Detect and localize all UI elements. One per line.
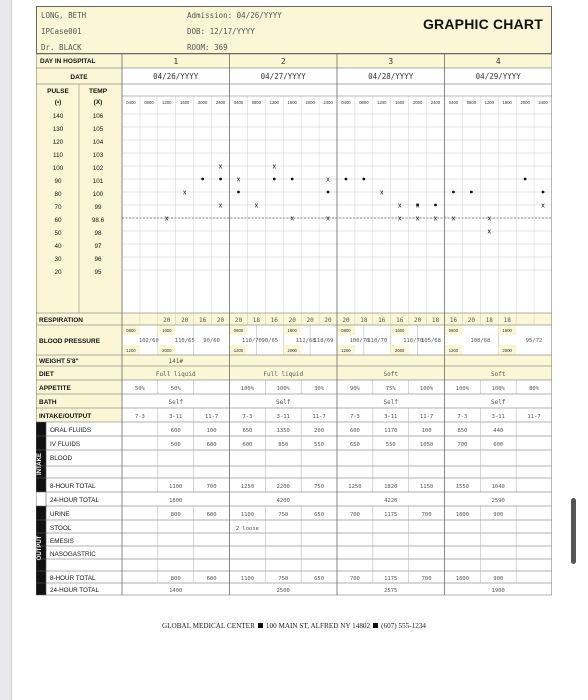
appetite-value: 75% bbox=[385, 386, 396, 392]
intake-value: 1170 bbox=[384, 428, 398, 434]
intake-value: 850 bbox=[278, 442, 289, 448]
pulse-scale-tick: 60 bbox=[54, 217, 62, 224]
diet-value: Full liquid bbox=[155, 371, 196, 378]
intake-value: 440 bbox=[493, 428, 504, 434]
bp-time: 0800 bbox=[448, 328, 459, 333]
bp-time: 2000 bbox=[502, 348, 512, 353]
appetite-value: 100% bbox=[491, 386, 505, 392]
shift-label: 3-11 bbox=[276, 414, 290, 420]
bp-time: 1600 bbox=[395, 328, 405, 333]
separator-square-icon bbox=[373, 623, 378, 628]
date-label: DATE bbox=[70, 74, 88, 81]
output-row-label: EMESIS bbox=[50, 538, 74, 545]
intake-value: 850 bbox=[457, 428, 468, 434]
pulse-scale-tick: 40 bbox=[54, 243, 62, 250]
respiration-value: 18 bbox=[252, 317, 260, 324]
day-number: 3 bbox=[388, 57, 394, 66]
time-label: 2400 bbox=[430, 100, 441, 105]
bp-time: 1200 bbox=[233, 348, 244, 353]
respiration-value: 20 bbox=[216, 317, 225, 324]
time-label: 1200 bbox=[162, 100, 172, 105]
respiration-value: 16 bbox=[378, 317, 386, 324]
time-label: 1200 bbox=[269, 100, 279, 105]
intake-value: 1050 bbox=[419, 442, 434, 448]
respiration-value: 20 bbox=[288, 317, 296, 324]
temp-point: x bbox=[415, 202, 420, 210]
patient-header bbox=[36, 6, 552, 54]
intake-value: 550 bbox=[385, 442, 396, 448]
respiration-value: 20 bbox=[324, 317, 332, 324]
shift-label: 7-3 bbox=[242, 414, 253, 420]
output-8hr-value: 1100 bbox=[240, 576, 255, 582]
intake-24hr-value: 2590 bbox=[491, 498, 505, 504]
respiration-value: 18 bbox=[431, 317, 440, 324]
footer-org: GLOBAL MEDICAL CENTER bbox=[161, 622, 255, 630]
intake-value: 600 bbox=[206, 442, 217, 448]
bp-time: 1200 bbox=[448, 348, 459, 353]
intake-24hr-value: 4220 bbox=[384, 498, 398, 504]
intake-value: 600 bbox=[349, 428, 360, 434]
pulse-point bbox=[345, 178, 348, 181]
bp-reading: 112/68 bbox=[295, 338, 316, 344]
intake-value: 1350 bbox=[276, 428, 290, 434]
intake-value: 500 bbox=[170, 442, 181, 448]
bp-reading: 95/72 bbox=[525, 338, 543, 344]
intake-value: 650 bbox=[242, 428, 253, 434]
intake-output-label: INTAKE/OUTPUT bbox=[39, 413, 92, 420]
respiration-value: 18 bbox=[503, 317, 511, 324]
intake-value: 600 bbox=[242, 442, 253, 448]
temp-point: x bbox=[218, 202, 223, 210]
pulse-scale-tick: 80 bbox=[54, 191, 62, 198]
time-label: 2000 bbox=[412, 100, 423, 105]
time-label: 0800 bbox=[359, 100, 369, 105]
intake-row-label: ORAL FLUIDS bbox=[50, 427, 92, 434]
output-24hr-label: 24-HOUR TOTAL bbox=[50, 587, 99, 594]
shift-label: 3-11 bbox=[491, 414, 505, 420]
pulse-label: PULSE bbox=[47, 88, 69, 95]
respiration-value: 16 bbox=[396, 317, 404, 324]
bp-time: 1600 bbox=[502, 328, 512, 333]
output-24hr-value: 2575 bbox=[384, 588, 398, 594]
respiration-value: 20 bbox=[342, 317, 350, 324]
time-label: 0400 bbox=[448, 100, 459, 105]
day-number: 4 bbox=[495, 57, 501, 66]
bp-reading: 110/70 bbox=[367, 338, 388, 344]
day-in-hospital-label: DAY IN HOSPITAL bbox=[40, 58, 96, 65]
temp-label: TEMP bbox=[88, 88, 108, 95]
output-value: 800 bbox=[170, 512, 181, 518]
output-value: 1800 bbox=[455, 512, 470, 518]
output-8hr-value: 650 bbox=[314, 576, 325, 582]
bp-reading: 100/70 bbox=[349, 338, 370, 344]
pulse-point bbox=[524, 178, 527, 181]
temp-unit-label: (X) bbox=[93, 99, 103, 106]
day-row-fill bbox=[36, 54, 552, 68]
intake-8hr-value: 1150 bbox=[419, 484, 434, 490]
date-value: 04/28/YYYY bbox=[368, 72, 414, 81]
room-number: ROOM: 369 bbox=[187, 43, 228, 52]
time-label: 2000 bbox=[520, 100, 530, 105]
footer bbox=[36, 622, 552, 630]
pulse-point bbox=[542, 191, 545, 194]
time-label: 0800 bbox=[466, 100, 477, 105]
temp-scale-tick: 101 bbox=[92, 178, 104, 185]
date-value: 04/26/YYYY bbox=[153, 72, 199, 81]
output-8hr-value: 1175 bbox=[384, 576, 398, 582]
pulse-scale-tick: 110 bbox=[52, 152, 64, 159]
intake-value: 650 bbox=[349, 442, 360, 448]
output-8hr-value: 800 bbox=[170, 576, 181, 582]
output-value: 1100 bbox=[240, 512, 255, 518]
pulse-point bbox=[452, 191, 455, 194]
pulse-point bbox=[273, 178, 276, 181]
pulse-point bbox=[434, 204, 437, 207]
intake-8hr-label: 8-HOUR TOTAL bbox=[50, 483, 96, 490]
bp-reading: 105/68 bbox=[421, 338, 441, 344]
bp-time: 1200 bbox=[341, 348, 351, 353]
pulse-scale-tick: 140 bbox=[52, 113, 64, 120]
respiration-value: 16 bbox=[199, 317, 207, 324]
shift-label: 11-7 bbox=[204, 414, 219, 420]
bp-reading: 90/65 bbox=[261, 338, 279, 344]
time-label: 1600 bbox=[502, 100, 512, 105]
doctor-name: Dr. BLACK bbox=[41, 43, 82, 52]
day-number: 1 bbox=[173, 57, 179, 66]
intake-8hr-value: 2200 bbox=[276, 484, 290, 490]
temp-point: x bbox=[218, 163, 223, 171]
output-24hr-value: 2500 bbox=[276, 588, 290, 594]
shift-label: 7-3 bbox=[457, 414, 468, 420]
intake-8hr-value: 1100 bbox=[169, 484, 183, 490]
pulse-point bbox=[201, 178, 204, 181]
respiration-value: 20 bbox=[467, 317, 475, 324]
respiration-value: 18 bbox=[485, 317, 493, 324]
output-value: 2 loose bbox=[235, 526, 260, 532]
temp-scale-tick: 98 bbox=[94, 230, 102, 237]
time-label: 2000 bbox=[197, 100, 208, 105]
output-8hr-value: 750 bbox=[278, 576, 289, 582]
temp-scale-tick: 102 bbox=[92, 165, 104, 172]
respiration-value: 18 bbox=[360, 317, 368, 324]
time-label: 1200 bbox=[377, 100, 387, 105]
intake-8hr-value: 1250 bbox=[348, 484, 362, 490]
respiration-value: 20 bbox=[306, 317, 314, 324]
output-8hr-label: 8-HOUR TOTAL bbox=[50, 575, 96, 582]
vital-signs-grid bbox=[36, 54, 552, 614]
pulse-point bbox=[470, 191, 473, 194]
output-value: 1175 bbox=[384, 512, 398, 518]
temp-point: x bbox=[380, 189, 384, 197]
output-row-label: NASOGASTRIC bbox=[50, 551, 96, 558]
appetite-value: 100% bbox=[240, 386, 255, 392]
bp-reading: 110/65 bbox=[174, 338, 195, 344]
appetite-value: 90% bbox=[349, 386, 360, 392]
diet-value: Full liquid bbox=[263, 371, 304, 378]
intake-value: 600 bbox=[170, 428, 181, 434]
output-8hr-value: 700 bbox=[349, 576, 360, 582]
intake-8hr-value: 750 bbox=[314, 484, 325, 490]
appetite-value: 30% bbox=[314, 386, 325, 392]
appetite-value: 100% bbox=[455, 386, 470, 392]
respiration-value: 20 bbox=[414, 317, 422, 324]
pulse-point bbox=[219, 178, 222, 181]
intake-value: 550 bbox=[314, 442, 325, 448]
separator-square-icon bbox=[258, 623, 263, 628]
temp-point: x bbox=[236, 176, 241, 184]
date-value: 04/27/YYYY bbox=[260, 72, 306, 81]
intake-side-label: INTAKE bbox=[37, 453, 43, 475]
temp-point: x bbox=[254, 202, 259, 210]
temp-baseline-point: x bbox=[290, 215, 294, 223]
bath-label: BATH bbox=[39, 399, 57, 406]
bp-time: 2000 bbox=[287, 348, 297, 353]
temp-point: x bbox=[397, 202, 402, 210]
pulse-scale-tick: 90 bbox=[54, 178, 62, 185]
graphic-chart-sheet bbox=[36, 6, 552, 646]
pulse-scale-tick: 70 bbox=[54, 204, 62, 211]
left-page-edge bbox=[0, 0, 12, 700]
pulse-scale-tick: 120 bbox=[52, 139, 64, 146]
pulse-scale-tick: 50 bbox=[54, 230, 62, 237]
bp-time: 0800 bbox=[341, 328, 351, 333]
pulse-scale-tick: 20 bbox=[54, 269, 62, 276]
temp-scale-tick: 106 bbox=[92, 113, 104, 120]
intake-value: 100 bbox=[206, 428, 217, 434]
time-label: 1600 bbox=[180, 100, 190, 105]
intake-24hr-value: 1800 bbox=[169, 498, 183, 504]
pulse-scale-tick: 100 bbox=[52, 165, 64, 172]
chart-title: GRAPHIC CHART bbox=[422, 16, 543, 32]
time-label: 0800 bbox=[144, 100, 154, 105]
time-label: 1600 bbox=[287, 100, 297, 105]
intake-8hr-value: 1250 bbox=[240, 484, 255, 490]
respiration-value: 20 bbox=[163, 317, 171, 324]
intake-row-label: BLOOD bbox=[50, 455, 73, 462]
temp-baseline-point: x bbox=[326, 215, 330, 223]
intake-8hr-value: 1820 bbox=[384, 484, 398, 490]
temp-scale-tick: 97 bbox=[94, 243, 102, 250]
appetite-value: 100% bbox=[419, 386, 434, 392]
appetite-value: 50% bbox=[170, 386, 181, 392]
bath-value: Self bbox=[168, 399, 183, 406]
shift-label: 7-3 bbox=[349, 414, 360, 420]
pulse-scale-tick: 30 bbox=[54, 256, 62, 263]
output-24hr-value: 1900 bbox=[491, 588, 505, 594]
admission-date: Admission: 04/26/YYYY bbox=[187, 11, 282, 20]
temp-scale-tick: 100 bbox=[92, 191, 104, 198]
temp-scale-tick: 104 bbox=[92, 139, 104, 146]
temp-baseline-point: x bbox=[415, 215, 420, 223]
respiration-value: 20 bbox=[234, 317, 243, 324]
temp-baseline-point: x bbox=[487, 215, 492, 223]
output-value: 700 bbox=[349, 512, 360, 518]
output-value: 650 bbox=[314, 512, 325, 518]
bp-time: 1600 bbox=[162, 328, 172, 333]
intake-8hr-value: 1040 bbox=[491, 484, 505, 490]
temp-baseline-point: x bbox=[451, 215, 456, 223]
bath-value: Self bbox=[491, 399, 506, 406]
output-row-label: STOOL bbox=[50, 525, 72, 532]
bp-time: 0800 bbox=[126, 328, 136, 333]
date-value: 04/29/YYYY bbox=[475, 72, 521, 81]
intake-value: 100 bbox=[421, 428, 432, 434]
bp-time: 2000 bbox=[395, 348, 405, 353]
temp-point: x bbox=[182, 189, 187, 197]
bp-reading: 90/60 bbox=[203, 338, 220, 344]
bp-time: 0800 bbox=[233, 328, 244, 333]
output-8hr-value: 700 bbox=[421, 576, 432, 582]
time-label: 2400 bbox=[538, 100, 548, 105]
patient-name: LONG, BETH bbox=[41, 11, 87, 20]
output-24hr-value: 1400 bbox=[169, 588, 183, 594]
diet-value: Soft bbox=[383, 371, 398, 378]
bath-value: Self bbox=[276, 399, 291, 406]
appetite-label: APPETITE bbox=[39, 385, 71, 392]
date-of-birth: DOB: 12/17/YYYY bbox=[187, 27, 255, 36]
output-row-label: URINE bbox=[50, 511, 70, 518]
pulse-point bbox=[291, 178, 294, 181]
temp-scale-tick: 105 bbox=[92, 126, 104, 133]
time-label: 0400 bbox=[233, 100, 244, 105]
time-label: 2000 bbox=[305, 100, 315, 105]
temp-scale-tick: 98.6 bbox=[91, 217, 105, 224]
bp-time: 1200 bbox=[126, 348, 136, 353]
shift-label: 11-7 bbox=[419, 414, 434, 420]
respiration-value: 20 bbox=[181, 317, 189, 324]
intake-value: 600 bbox=[493, 442, 504, 448]
temp-baseline-point: x bbox=[397, 215, 402, 223]
time-label: 2400 bbox=[323, 100, 333, 105]
intake-24hr-label: 24-HOUR TOTAL bbox=[50, 497, 99, 504]
appetite-value: 80% bbox=[529, 386, 540, 392]
pulse-scale-tick: 130 bbox=[52, 126, 64, 133]
output-side-label: OUTPUT bbox=[37, 535, 43, 561]
time-label: 0400 bbox=[126, 100, 136, 105]
bp-time: 2000 bbox=[162, 348, 172, 353]
respiration-value: 16 bbox=[449, 317, 458, 324]
output-value: 600 bbox=[206, 512, 217, 518]
pulse-point bbox=[362, 178, 365, 181]
weight-label: WEIGHT 5'8" bbox=[39, 358, 79, 365]
respiration-label: RESPIRATION bbox=[39, 317, 83, 324]
output-8hr-value: 600 bbox=[206, 576, 217, 582]
temp-scale-tick: 99 bbox=[94, 204, 102, 211]
temp-point: x bbox=[541, 202, 545, 210]
time-label: 1200 bbox=[484, 100, 494, 105]
intake-24hr-value: 4200 bbox=[276, 498, 290, 504]
time-label: 2400 bbox=[215, 100, 226, 105]
pulse-point bbox=[327, 191, 330, 194]
day-number: 2 bbox=[280, 57, 286, 66]
output-value: 700 bbox=[421, 512, 432, 518]
output-8hr-value: 1800 bbox=[455, 576, 470, 582]
shift-label: 3-11 bbox=[169, 414, 183, 420]
temp-baseline-point: x bbox=[433, 215, 438, 223]
shift-label: 7-3 bbox=[134, 414, 145, 420]
intake-row-label: IV FLUIDS bbox=[50, 441, 81, 448]
time-label: 0400 bbox=[341, 100, 351, 105]
bp-reading: 110/70 bbox=[403, 338, 424, 344]
intake-8hr-value: 700 bbox=[206, 484, 217, 490]
bp-reading: 102/60 bbox=[138, 338, 159, 344]
temp-scale-tick: 96 bbox=[94, 256, 102, 263]
footer-phone: (607) 555-1234 bbox=[381, 622, 427, 630]
weight-value: 141# bbox=[168, 358, 183, 365]
bath-value: Self bbox=[383, 399, 398, 406]
output-value: 900 bbox=[493, 512, 504, 518]
weight-fill bbox=[36, 355, 552, 366]
diet-value: Soft bbox=[491, 371, 506, 378]
time-label: 0800 bbox=[251, 100, 262, 105]
scrollbar-thumb[interactable] bbox=[571, 498, 576, 564]
shift-label: 3-11 bbox=[384, 414, 398, 420]
intake-8hr-value: 1550 bbox=[455, 484, 470, 490]
bp-reading: 118/69 bbox=[313, 338, 334, 344]
appetite-value: 50% bbox=[134, 386, 145, 392]
pulse-point bbox=[237, 191, 240, 194]
temp-scale-tick: 103 bbox=[92, 152, 104, 159]
shift-label: 11-7 bbox=[527, 414, 541, 420]
bp-reading: 108/68 bbox=[470, 338, 491, 344]
case-id: IPCase001 bbox=[41, 27, 82, 36]
temp-point: x bbox=[326, 176, 330, 184]
temp-baseline-point: x bbox=[165, 215, 169, 223]
respiration-value: 16 bbox=[270, 317, 278, 324]
intake-value: 200 bbox=[314, 428, 325, 434]
intake-value: 700 bbox=[457, 442, 468, 448]
bp-time: 1600 bbox=[287, 328, 297, 333]
appetite-value: 100% bbox=[276, 386, 290, 392]
blood-pressure-label: BLOOD PRESSURE bbox=[39, 338, 101, 345]
time-label: 1600 bbox=[395, 100, 405, 105]
footer-address: 100 MAIN ST, ALFRED NY 14802 bbox=[265, 622, 371, 630]
output-8hr-value: 900 bbox=[493, 576, 504, 582]
pulse-unit-label: (•) bbox=[54, 99, 62, 106]
diet-label: DIET bbox=[39, 371, 54, 378]
bp-reading: 110/70 bbox=[241, 338, 262, 344]
temp-point: x bbox=[487, 228, 492, 236]
shift-label: 11-7 bbox=[312, 414, 326, 420]
output-value: 750 bbox=[278, 512, 289, 518]
temp-scale-tick: 95 bbox=[94, 269, 102, 276]
temp-point: x bbox=[272, 163, 277, 171]
